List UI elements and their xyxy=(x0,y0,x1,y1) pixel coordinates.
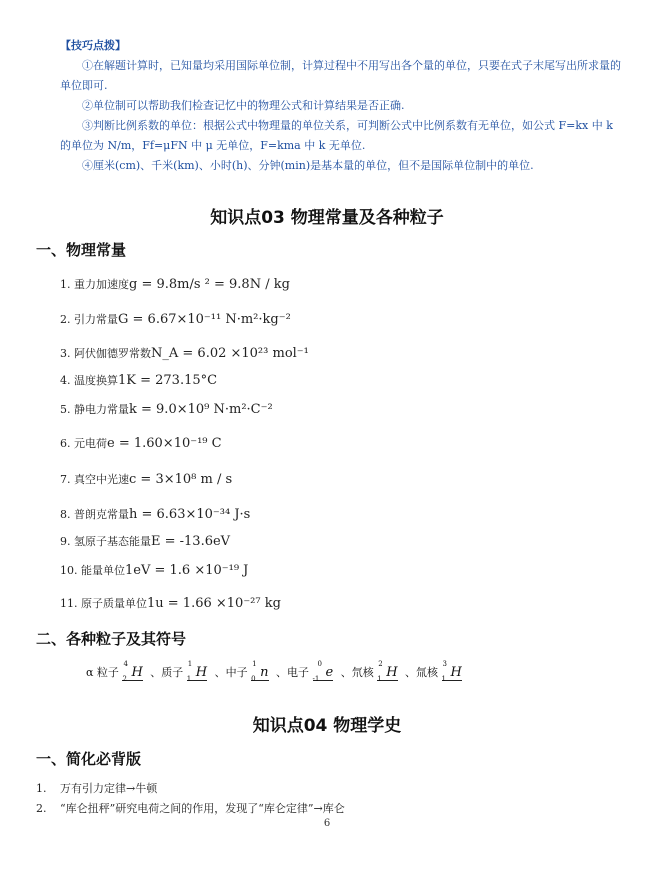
page-number: 6 xyxy=(323,818,331,829)
constant-label: 8. 普朗克常量 xyxy=(60,508,129,521)
constant-row xyxy=(60,533,230,549)
constant-expression: e = 1.60×10⁻¹⁹ C xyxy=(107,436,222,451)
constant-expression: 1K = 273.15°C xyxy=(118,373,218,388)
tip-block xyxy=(60,36,626,176)
subheading-particles: 二、各种粒子及其符号 xyxy=(36,630,187,648)
triton-label: 、氚核 xyxy=(405,666,439,679)
section-title-03: 知识点03 物理常量及各种粒子 xyxy=(210,208,444,228)
constant-row xyxy=(60,372,217,388)
constant-label: 5. 静电力常量 xyxy=(60,403,129,416)
constant-row xyxy=(60,435,222,451)
subheading-history: 一、简化必背版 xyxy=(36,750,142,768)
constant-label: 2. 引力常量 xyxy=(60,313,118,326)
list-item xyxy=(36,780,157,796)
constant-row xyxy=(60,311,291,327)
constant-label: 9. 氢原子基态能量 xyxy=(60,535,151,548)
constant-label: 11. 原子质量单位 xyxy=(60,597,147,610)
electron-label: 、电子 xyxy=(276,666,309,679)
constant-expression: 1u = 1.66 ×10⁻²⁷ kg xyxy=(147,596,281,611)
alpha-label: α 粒子 xyxy=(86,666,119,679)
constant-expression: k = 9.0×10⁹ N·m²·C⁻² xyxy=(129,402,273,417)
list-item xyxy=(36,800,345,816)
subheading-constants: 一、物理常量 xyxy=(36,241,127,259)
proton-label: 、质子 xyxy=(150,666,184,679)
neutron-symbol: 1 0 n xyxy=(251,660,269,683)
deuteron-label: 、氘核 xyxy=(340,666,374,679)
constant-row xyxy=(60,471,232,487)
constant-row xyxy=(60,506,250,522)
tip-paragraph-2: ②单位制可以帮助我们检查记忆中的物理公式和计算结果是否正确. xyxy=(82,99,405,112)
list-item-text: 万有引力定律→牛顿 xyxy=(60,782,158,795)
constant-row xyxy=(60,345,309,361)
list-item-number: 2. xyxy=(36,802,47,815)
constant-expression: g = 9.8m/s ² = 9.8N / kg xyxy=(129,277,290,292)
constant-label: 7. 真空中光速 xyxy=(60,473,129,486)
alpha-symbol: 4 2 H xyxy=(122,660,143,683)
tip-paragraph-3: ③判断比例系数的单位：根据公式中物理量的单位关系，可判断公式中比例系数有无单位，如公式 F=kx 中 k 的单位为 N/m，Ff=μFN 中 μ 无单位，F=kma 中 k 无单位. xyxy=(60,119,613,152)
constant-expression: h = 6.63×10⁻³⁴ J·s xyxy=(129,507,251,522)
list-item-number: 1. xyxy=(36,782,47,795)
tip-paragraph-1: ①在解题计算时，已知量均采用国际单位制，计算过程中不用写出各个量的单位，只要在式子末尾写出所求量的单位即可. xyxy=(60,59,621,92)
constant-expression: 1eV = 1.6 ×10⁻¹⁹ J xyxy=(125,563,249,578)
constant-expression: c = 3×10⁸ m / s xyxy=(129,472,233,487)
electron-symbol: 0 -1 e xyxy=(312,660,334,683)
list-item-text: “库仑扭秤”研究电荷之间的作用，发现了“库仑定律”→库仑 xyxy=(60,802,345,815)
proton-symbol: 1 1 H xyxy=(186,660,208,683)
constant-row xyxy=(60,562,248,578)
triton-symbol: 3 1 H xyxy=(441,660,462,683)
constant-label: 4. 温度换算 xyxy=(60,374,118,387)
constant-expression: E = -13.6eV xyxy=(151,534,231,549)
constant-row xyxy=(60,595,281,611)
tip-paragraph-4: ④厘米(cm)、千米(km)、小时(h)、分钟(min)是基本量的单位，但不是国际单位制中的单位. xyxy=(82,159,534,172)
particle-symbols-row xyxy=(86,660,466,683)
neutron-label: 、中子 xyxy=(214,666,248,679)
constant-expression: G = 6.67×10⁻¹¹ N·m²·kg⁻² xyxy=(118,312,291,327)
constant-row xyxy=(60,276,290,292)
constant-label: 1. 重力加速度 xyxy=(60,278,129,291)
section-title-04: 知识点04 物理学史 xyxy=(252,716,402,736)
constant-label: 10. 能量单位 xyxy=(60,564,125,577)
constant-expression: N_A = 6.02 ×10²³ mol⁻¹ xyxy=(151,346,309,361)
deuteron-symbol: 2 1 H xyxy=(377,660,398,683)
constant-label: 3. 阿伏伽德罗常数 xyxy=(60,347,151,360)
tip-title: 【技巧点拨】 xyxy=(60,39,126,52)
constant-row xyxy=(60,401,273,417)
constant-label: 6. 元电荷 xyxy=(60,437,107,450)
